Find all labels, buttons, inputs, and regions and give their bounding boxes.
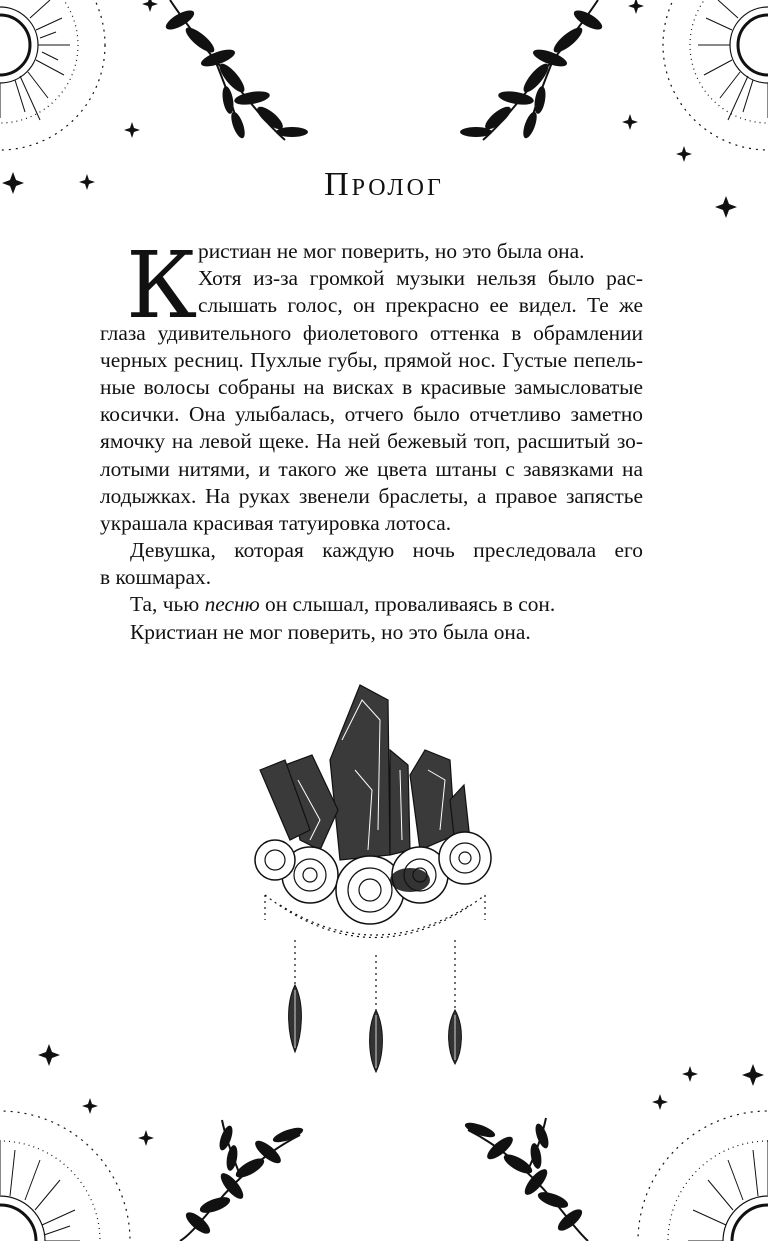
- text-line: косички. Она улыбалась, отчего было отчетливо заметно: [100, 402, 643, 427]
- text-line: украшала красивая татуировка лотоса.: [100, 510, 452, 535]
- text-fragment: он слышал, проваливаясь в сон.: [259, 592, 556, 617]
- text-line: лотыми нитями, и такого же цвета штаны с завязками на: [100, 456, 643, 481]
- emphasis-song: песню: [204, 592, 260, 617]
- text-line: ямочку на левой щеке. На ней бежевый топ, расшитый зо-: [100, 429, 643, 454]
- text-line: Девушка, которая каждую ночь преследовала его: [130, 538, 643, 563]
- bottom-right-ornament: [448, 1040, 768, 1241]
- text-fragment: Та, чью: [130, 592, 205, 617]
- text-line: ные волосы собраны на висках в красивые замысловатые: [100, 374, 643, 399]
- text-line: ристиан не мог поверить, но это была она.: [198, 239, 585, 263]
- text-line: глаза удивительного фиолетового оттенка в обрамлении: [100, 320, 643, 345]
- text-line: в кошмарах.: [100, 565, 212, 590]
- text-line: черных ресниц. Пухлые губы, прямой нос. Густые пепель-: [100, 347, 643, 372]
- text-line: слышать голос, он прекрасно ее видел. Те же: [198, 293, 643, 318]
- chapter-text: [100, 232, 643, 646]
- text-line: Хотя из-за громкой музыки нельзя было рас-: [198, 266, 643, 291]
- text-line-song: [100, 591, 643, 618]
- drop-cap: К: [126, 232, 198, 339]
- chapter-title: Пролог: [324, 166, 444, 203]
- text-line-last: Кристиан не мог поверить, но это была она.: [130, 619, 531, 644]
- text-line: лодыжках. На руках звенели браслеты, а правое запястье: [100, 483, 643, 508]
- crystal-dreamcatcher-illustration: [250, 680, 500, 1075]
- bottom-left-ornament: [0, 1040, 320, 1241]
